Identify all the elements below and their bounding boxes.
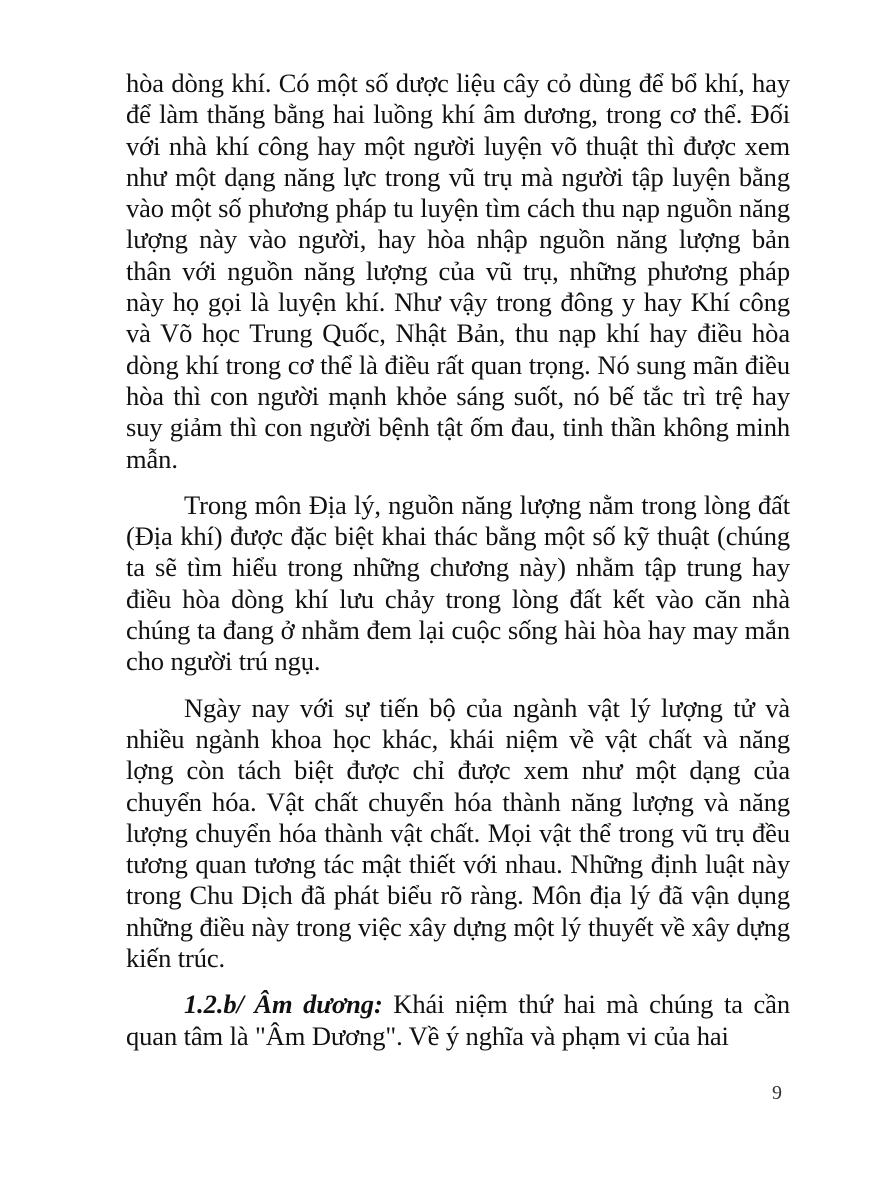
paragraph-3: Ngày nay với sự tiến bộ của ngành vật lý lượng tử và nhiều ngành khoa học khác, khái niệm về vật chất và năng lợng còn tách biệt được chỉ được xem như một dạng của chuyển hóa. Vật chất chuyển hóa thành năng lượng và năng lượng chuyển hóa thành vật chất. Mọi vật thể trong vũ trụ đều tương quan tương tác mật thiết với nhau. Những định luật này trong Chu Dịch đã phát biểu rõ ràng. Môn địa lý đã vận dụng những điều này trong việc xây dựng một lý thuyết về xây dựng kiến trúc. xyxy=(126,692,790,974)
paragraph-1: hòa dòng khí. Có một số dược liệu cây cỏ dùng để bổ khí, hay để làm thăng bằng hai luồng khí âm dương, trong cơ thể. Đối với nhà khí công hay một người luyện võ thuật thì được xem như một dạng năng lực trong vũ trụ mà người tập luyện bằng vào một số phương pháp tu luyện tìm cách thu nạp nguồn năng lượng này vào người, hay hòa nhập nguồn năng lượng bản thân với nguồn năng lượng của vũ trụ, những phương pháp này họ gọi là luyện khí. Như vậy trong đông y hay Khí công và Võ học Trung Quốc, Nhật Bản, thu nạp khí hay điều hòa dòng khí trong cơ thể là điều rất quan trọng. Nó sung mãn điều hòa thì con người mạnh khỏe sáng suốt, nó bế tắc trì trệ hay suy giảm thì con người bệnh tật ốm đau, tinh thần không minh mẫn. xyxy=(126,68,790,474)
section-heading: 1.2.b/ Âm dương: xyxy=(184,989,383,1020)
paragraph-2: Trong môn Địa lý, nguồn năng lượng nằm trong lòng đất (Địa khí) được đặc biệt khai thác bằng một số kỹ thuật (chúng ta sẽ tìm hiểu trong những chương này) nhằm tập trung hay điều hòa dòng khí lưu chảy trong lòng đất kết vào căn nhà chúng ta đang ở nhằm đem lại cuộc sống hài hòa hay may mắn cho người trú ngụ. xyxy=(126,489,790,677)
body-text xyxy=(126,68,790,1052)
section-text: Khái niệm thứ hai mà chúng ta cần quan tâm là "Âm Dương". Về ý nghĩa và phạm vi của hai xyxy=(126,989,790,1051)
page-number: 9 xyxy=(772,1082,782,1104)
section-paragraph xyxy=(126,989,790,1052)
